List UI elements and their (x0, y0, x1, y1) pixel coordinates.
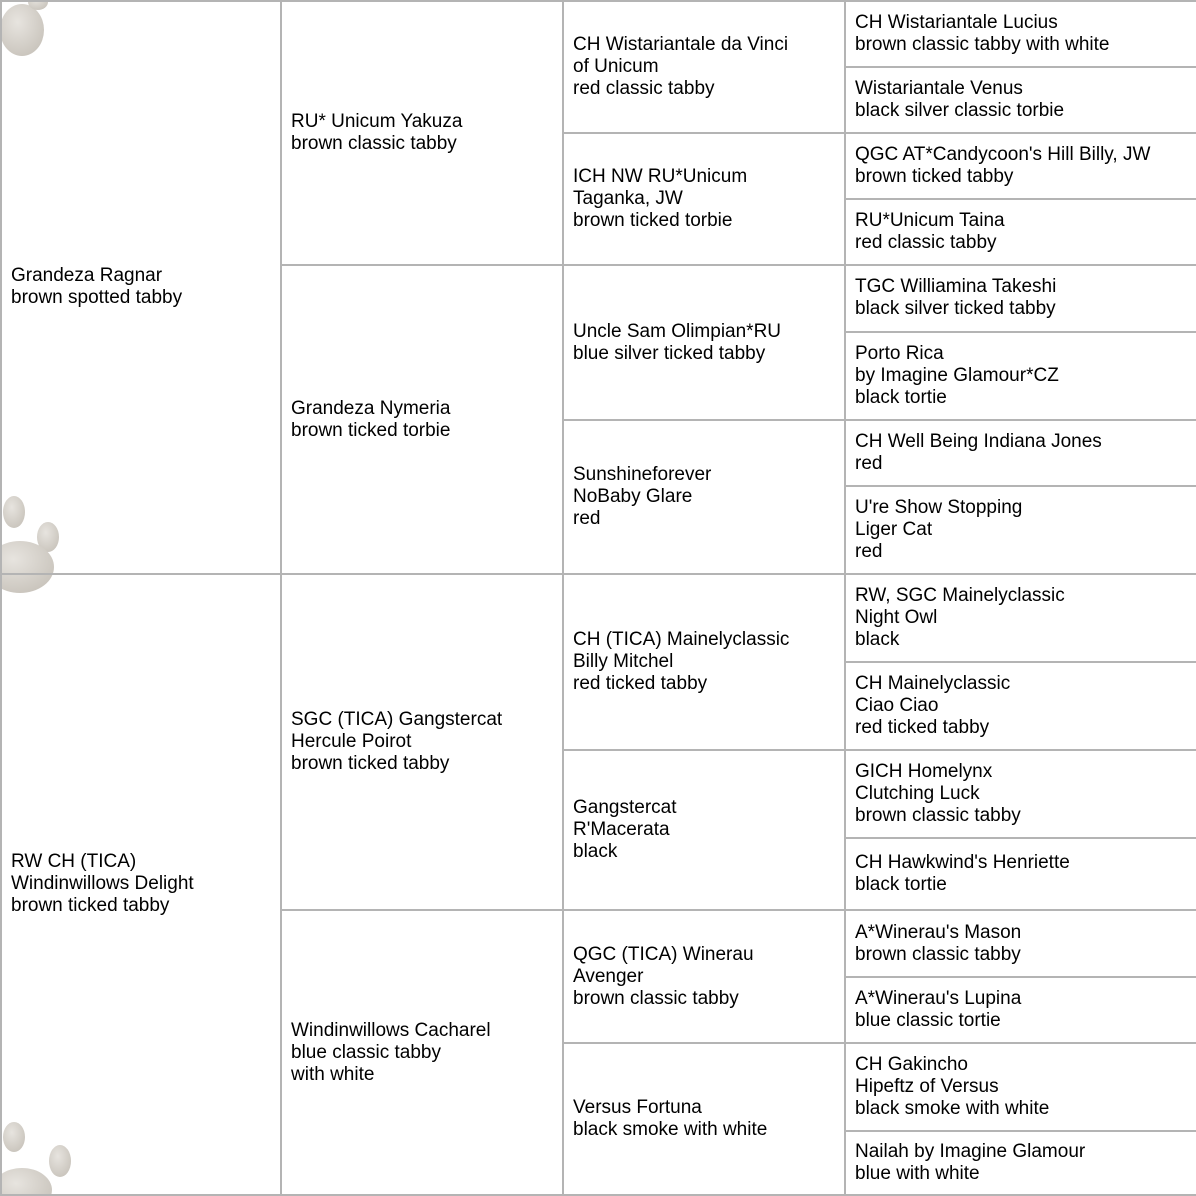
sire-sire-sire-cell: CH Wistariantale da Vinci of Unicum red classic tabby (563, 1, 845, 133)
ancestor-cell: Wistariantale Venus black silver classic torbie (845, 67, 1196, 133)
sire-sire-dam-cell: ICH NW RU*Unicum Taganka, JW brown ticked torbie (563, 133, 845, 265)
ancestor-cell: U're Show Stopping Liger Cat red (845, 486, 1196, 574)
dam-dam-sire-cell: QGC (TICA) Winerau Avenger brown classic tabby (563, 910, 845, 1042)
sire-dam-cell: Grandeza Nymeria brown ticked torbie (281, 265, 563, 574)
dam-cell: RW CH (TICA) Windinwillows Delight brown ticked tabby (1, 574, 281, 1195)
sire-dam-sire-cell: Uncle Sam Olimpian*RU blue silver ticked tabby (563, 265, 845, 419)
ancestor-cell: QGC AT*Candycoon's Hill Billy, JW brown ticked tabby (845, 133, 1196, 199)
ancestor-cell: CH Wistariantale Lucius brown classic tabby with white (845, 1, 1196, 67)
dam-sire-cell: SGC (TICA) Gangstercat Hercule Poirot brown ticked tabby (281, 574, 563, 911)
ancestor-cell: A*Winerau's Lupina blue classic tortie (845, 977, 1196, 1043)
dam-sire-sire-cell: CH (TICA) Mainelyclassic Billy Mitchel red ticked tabby (563, 574, 845, 750)
ancestor-cell: RW, SGC Mainelyclassic Night Owl black (845, 574, 1196, 662)
ancestor-cell: CH Hawkwind's Henriette black tortie (845, 838, 1196, 910)
ancestor-cell: A*Winerau's Mason brown classic tabby (845, 910, 1196, 976)
sire-cell: Grandeza Ragnar brown spotted tabby (1, 1, 281, 574)
ancestor-cell: CH Mainelyclassic Ciao Ciao red ticked tabby (845, 662, 1196, 750)
sire-dam-dam-cell: Sunshineforever NoBaby Glare red (563, 420, 845, 574)
dam-sire-dam-cell: Gangstercat R'Macerata black (563, 750, 845, 910)
sire-sire-cell: RU* Unicum Yakuza brown classic tabby (281, 1, 563, 265)
ancestor-cell: CH Well Being Indiana Jones red (845, 420, 1196, 486)
dam-dam-cell: Windinwillows Cacharel blue classic tabby with white (281, 910, 563, 1195)
ancestor-cell: CH Gakincho Hipeftz of Versus black smoke with white (845, 1043, 1196, 1131)
ancestor-cell: GICH Homelynx Clutching Luck brown classic tabby (845, 750, 1196, 838)
dam-dam-dam-cell: Versus Fortuna black smoke with white (563, 1043, 845, 1195)
ancestor-cell: TGC Williamina Takeshi black silver ticked tabby (845, 265, 1196, 331)
ancestor-cell: RU*Unicum Taina red classic tabby (845, 199, 1196, 265)
ancestor-cell: Nailah by Imagine Glamour blue with white (845, 1131, 1196, 1195)
ancestor-cell: Porto Rica by Imagine Glamour*CZ black tortie (845, 332, 1196, 420)
